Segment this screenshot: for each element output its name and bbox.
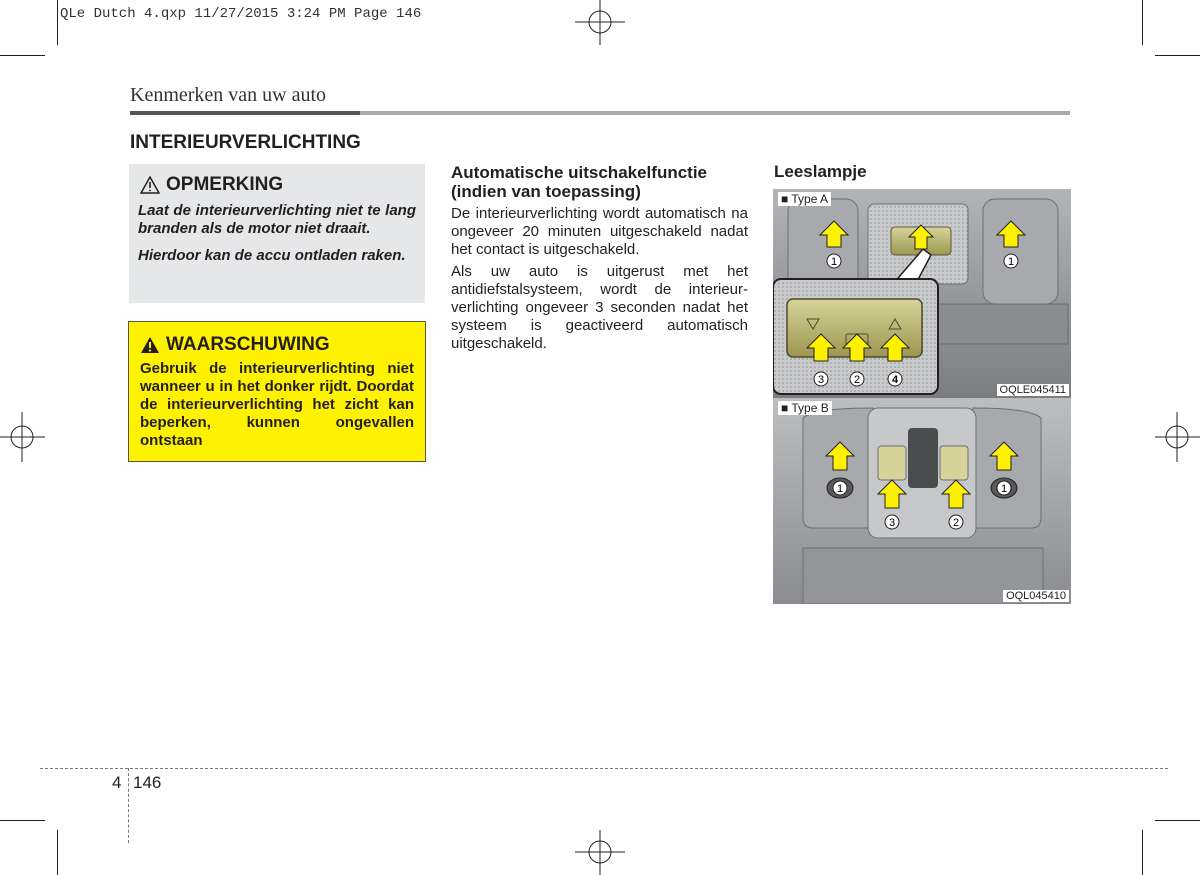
figure-type-b	[773, 398, 1071, 604]
crop-mark	[0, 820, 45, 821]
warning-box	[128, 321, 426, 462]
section-header: Kenmerken van uw auto	[130, 84, 327, 106]
callout-number: 3	[888, 517, 896, 529]
header-rule	[130, 111, 1070, 115]
notice-heading	[140, 174, 416, 196]
warning-text: Gebruik de interieurverlichting niet wanneer u in het donker rijdt. Doordat de interieurverlichting het zicht kan beperken, kunnen ongevallen ontstaan	[140, 360, 414, 449]
notice-paragraph: Hierdoor kan de accu ontladen raken.	[138, 247, 406, 264]
figure-code: OQLE045411	[997, 384, 1069, 396]
callout-number: 1	[1007, 256, 1015, 268]
footer-divider	[128, 768, 129, 843]
reading-lamp-title: Leeslampje	[774, 162, 867, 181]
page-number: 146	[133, 773, 162, 792]
registration-mark-icon	[1155, 412, 1200, 462]
callout-number: 1	[830, 256, 838, 268]
auto-off-paragraph: Als uw auto is uitgerust met het antidiefstalsysteem, wordt de interieur-verlichting ongeveer 3 seconden nadat het systeem is geactiveerd automatisch uitgeschakeld.	[451, 263, 748, 352]
print-header: QLe Dutch 4.qxp 11/27/2015 3:24 PM Page 146	[60, 6, 422, 22]
registration-mark-icon	[0, 412, 45, 462]
type-b-illustration	[773, 398, 1071, 604]
crop-mark	[1142, 830, 1143, 875]
crop-mark	[1142, 0, 1143, 45]
callout-number: 2	[853, 374, 861, 386]
chapter-number: 4	[112, 773, 122, 792]
notice-box	[129, 164, 425, 303]
crop-mark	[1155, 820, 1200, 821]
auto-off-paragraph: De interieurverlichting wordt automatisch na ongeveer 20 minuten uitgeschakeld nadat het contact is uitgeschakeld.	[451, 205, 748, 258]
callout-number: 2	[952, 517, 960, 529]
crop-mark	[0, 55, 45, 56]
callout-number: 1	[836, 483, 844, 495]
registration-mark-icon	[575, 0, 625, 45]
page-title: INTERIEURVERLICHTING	[130, 132, 361, 153]
figure-type-a	[773, 189, 1071, 398]
caution-triangle-icon	[140, 176, 160, 194]
figure-label: ■ Type B	[778, 401, 832, 415]
crop-mark	[1155, 55, 1200, 56]
footer-rule	[40, 768, 1168, 769]
auto-off-title: Automatische uitschakelfunctie (indien van toepassing)	[451, 163, 708, 201]
crop-mark	[57, 830, 58, 875]
figure-label: ■ Type A	[778, 192, 831, 206]
notice-paragraph: Laat de interieurverlichting niet te lang branden als de motor niet draait.	[138, 202, 416, 237]
notice-heading-text: OPMERKING	[166, 174, 284, 195]
registration-mark-icon	[575, 830, 625, 875]
figure-code: OQL045410	[1003, 590, 1069, 602]
callout-number: 4	[891, 374, 899, 386]
type-a-illustration	[773, 189, 1071, 398]
callout-number: 1	[1000, 483, 1008, 495]
warning-heading	[140, 334, 414, 356]
crop-mark	[57, 0, 58, 45]
auto-off-body	[451, 205, 748, 357]
warning-heading-text: WAARSCHUWING	[166, 334, 330, 355]
warning-triangle-icon	[140, 336, 160, 354]
callout-number: 3	[817, 374, 825, 386]
